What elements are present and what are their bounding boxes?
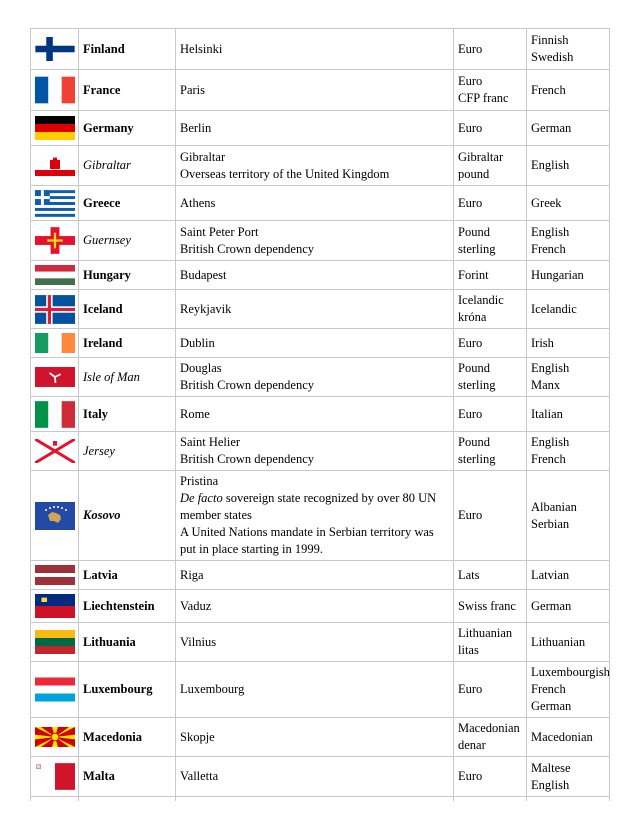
kosovo-flag-icon [35,502,75,530]
capital-cell: Gibraltar Overseas territory of the United Kingdom [176,146,454,186]
table-row [31,111,610,146]
language-cell: English French [527,432,610,471]
capital-cell: Berlin [176,111,454,146]
country-name: Hungary [79,261,176,290]
language-cell: German [527,111,610,146]
germany-flag-icon [35,116,75,140]
flag-cell [31,29,79,70]
table-row [31,221,610,261]
flag-cell [31,290,79,329]
lithuania-flag-icon [35,630,75,654]
finland-flag-icon [35,37,75,61]
table-row [31,186,610,221]
flag-cell [31,186,79,221]
table-row [31,662,610,718]
country-name: France [79,70,176,111]
capital-cell: Paris [176,70,454,111]
capital-cell: Athens [176,186,454,221]
currency-cell: Pound sterling [454,432,527,471]
country-name: Kosovo [79,471,176,561]
capital-cell: Helsinki [176,29,454,70]
table-row [31,397,610,432]
country-name: Iceland [79,290,176,329]
macedonia-flag-icon [35,727,75,747]
country-name: Macedonia [79,718,176,757]
gibraltar-flag-icon [35,156,75,176]
capital-cell: Rome [176,397,454,432]
country-name: Malta [79,757,176,797]
language-cell: Macedonian [527,718,610,757]
flag-cell [31,221,79,261]
liechtenstein-flag-icon [35,594,75,618]
language-cell: English [527,146,610,186]
guernsey-flag-icon [35,227,75,254]
country-name: Ireland [79,329,176,358]
country-name: Liechtenstein [79,590,176,623]
greece-flag-icon [35,190,75,217]
currency-cell: Forint [454,261,527,290]
flag-cell [31,757,79,797]
country-name: Isle of Man [79,358,176,397]
capital-cell: Vilnius [176,623,454,662]
flag-cell [31,261,79,290]
capital-cell: Valletta [176,757,454,797]
currency-cell: Euro CFP franc [454,70,527,111]
flag-cell [31,623,79,662]
table-row [31,261,610,290]
table-row [31,590,610,623]
currency-cell: Euro [454,29,527,70]
flag-cell [31,590,79,623]
language-cell: English Manx [527,358,610,397]
france-flag-icon [35,76,75,104]
language-cell: French [527,70,610,111]
capital-cell: Budapest [176,261,454,290]
capital-cell: Douglas British Crown dependency [176,358,454,397]
table-row [31,471,610,561]
country-name: Germany [79,111,176,146]
currency-cell: Euro [454,662,527,718]
table-row [31,718,610,757]
country-name: Latvia [79,561,176,590]
language-cell: Irish [527,329,610,358]
table-row [31,329,610,358]
currency-cell: Euro [454,757,527,797]
language-cell: Icelandic [527,290,610,329]
ireland-flag-icon [35,333,75,353]
capital-cell: Vaduz [176,590,454,623]
luxembourg-flag-icon [35,676,75,703]
table-row [31,358,610,397]
currency-cell: Euro [454,111,527,146]
flag-cell [31,432,79,471]
flag-cell [31,718,79,757]
table-row [31,29,610,70]
currency-cell: Icelandic króna [454,290,527,329]
flag-cell [31,561,79,590]
hungary-flag-icon [35,265,75,285]
language-cell: Maltese English [527,757,610,797]
jersey-flag-icon [35,439,75,463]
table-row [31,146,610,186]
country-name: Luxembourg [79,662,176,718]
language-cell: Italian [527,397,610,432]
currency-cell: Euro [454,329,527,358]
italy-flag-icon [35,401,75,428]
table-row [31,290,610,329]
currency-cell: Euro [454,397,527,432]
capital-cell: Saint Peter Port British Crown dependency [176,221,454,261]
capital-cell: Luxembourg [176,662,454,718]
flag-cell [31,70,79,111]
country-name: Lithuania [79,623,176,662]
language-cell: English French [527,221,610,261]
capital-cell: Riga [176,561,454,590]
currency-cell: Lats [454,561,527,590]
country-name: Greece [79,186,176,221]
language-cell: Latvian [527,561,610,590]
flag-cell [31,662,79,718]
country-name: Jersey [79,432,176,471]
language-cell: Luxembourgish French German [527,662,610,718]
capital-cell: Saint Helier British Crown dependency [176,432,454,471]
currency-cell: Pound sterling [454,358,527,397]
country-name: Gibraltar [79,146,176,186]
table-row-continued [31,797,610,802]
country-name: Guernsey [79,221,176,261]
capital-cell: Pristina De facto sovereign state recognized by over 80 UN member states A United Nations mandate in Serbian territory was put in place starting in 1999. [176,471,454,561]
country-name: Finland [79,29,176,70]
capital-cell: Dublin [176,329,454,358]
table-row [31,561,610,590]
currency-cell: Swiss franc [454,590,527,623]
flag-cell [31,358,79,397]
table-row [31,70,610,111]
flag-cell [31,329,79,358]
malta-flag-icon [35,763,75,790]
country-name: Italy [79,397,176,432]
flag-cell [31,111,79,146]
table-row [31,432,610,471]
currency-cell: Macedonian denar [454,718,527,757]
currency-cell: Lithuanian litas [454,623,527,662]
currency-cell: Euro [454,186,527,221]
countries-table [30,28,610,801]
language-cell: Finnish Swedish [527,29,610,70]
flag-cell [31,397,79,432]
currency-cell: Pound sterling [454,221,527,261]
table-row [31,623,610,662]
flag-cell [31,146,79,186]
language-cell: German [527,590,610,623]
flag-cell [31,471,79,561]
language-cell: Greek [527,186,610,221]
table-row [31,757,610,797]
currency-cell: Gibraltar pound [454,146,527,186]
currency-cell: Euro [454,471,527,561]
isle-of-man-flag-icon [35,367,75,387]
latvia-flag-icon [35,565,75,585]
language-cell: Hungarian [527,261,610,290]
iceland-flag-icon [35,295,75,324]
language-cell: Albanian Serbian [527,471,610,561]
capital-cell: Skopje [176,718,454,757]
capital-cell: Reykjavik [176,290,454,329]
language-cell: Lithuanian [527,623,610,662]
